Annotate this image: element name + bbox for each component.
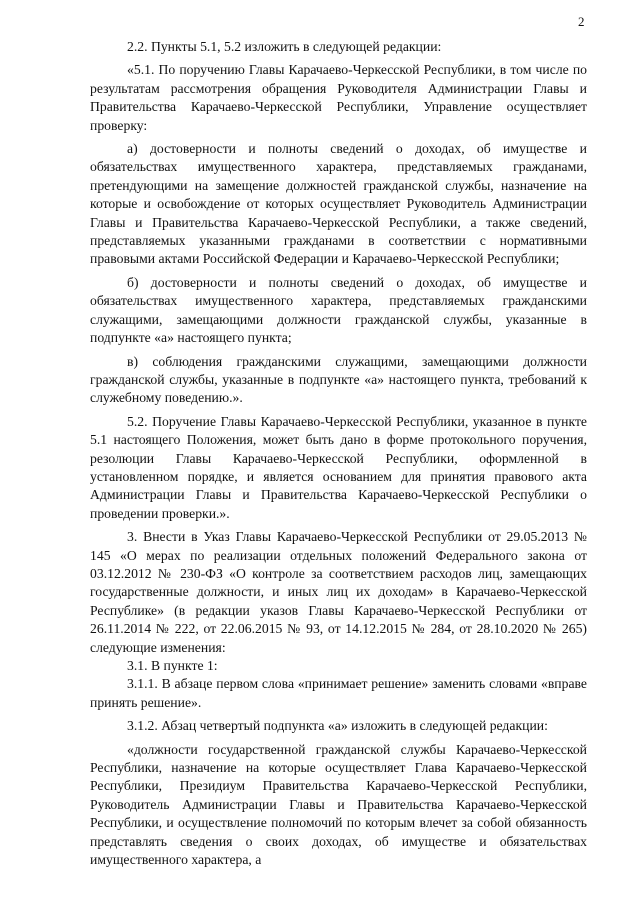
paragraph-3-1-2: 3.1.2. Абзац четвертый подпункта «а» изложить в следующей редакции:	[127, 718, 548, 734]
paragraph-5-1-a: а) достоверности и полноты сведений о доходах, об имуществе и обязательствах имущественного характера, представляемых гражданами, претендующими на замещение должностей гражданской службы, назначение на которые и освобождение от которых осуществляет Руководитель Администрации Главы и Правительства Карачаево-Черкесской Республики, а также сведений, представляемых указанными гражданами в соответствии с нормативными правовыми актами Российской Федерации и Карачаево-Черкесской Республики;	[90, 141, 587, 267]
paragraph-3-1-1: 3.1.1. В абзаце первом слова «принимает решение» заменить словами «вправе принять решение».	[90, 676, 587, 710]
paragraph-2-2: 2.2. Пункты 5.1, 5.2 изложить в следующей редакции:	[127, 39, 442, 54]
paragraph-5-1-v: в) соблюдения гражданскими служащими, замещающими должности гражданской службы, указанные в подпункте «а» настоящего пункта, требований к служебному поведению.».	[90, 353, 587, 406]
paragraph-quoted-text: «должности государственной гражданской службы Карачаево-Черкесской Республики, назначение на которые осуществляет Глава Карачаево-Черкесской Республики, Президиум Правительства Карачаево-Черкесской Республики, Руководитель Администрации Главы и Правительства Карачаево-Черкесской Республики, и осуществление полномочий по которым влечет за собой обязанность представлять сведения о своих доходах, об имуществе и обязательствах имущественного характера, а	[90, 741, 587, 868]
paragraph-5-1-b: б) достоверности и полноты сведений о доходах, об имуществе и обязательствах имущественного характера, представляемых гражданскими служащими, замещающими должности гражданской службы, указанные в подпункте «а» настоящего пункта;	[90, 274, 587, 346]
paragraph-3-1: 3.1. В пункте 1:	[127, 658, 218, 673]
document-body	[90, 38, 587, 869]
page-number: 2	[578, 14, 585, 29]
paragraph-3: 3. Внести в Указ Главы Карачаево-Черкесской Республики от 29.05.2013 № 145 «О мерах по реализации отдельных положений Федерального закона от 03.12.2012 № 230-ФЗ «О контроле за соответствием расходов лиц, замещающих государственные должности, и иных лиц их доходам» в Карачаево-Черкесской Республике» (в редакции указов Главы Карачаево-Черкесской Республики от 26.11.2014 № 222, от 22.06.2015 № 93, от 14.12.2015 № 284, от 28.10.2020 № 265) следующие изменения:	[90, 529, 587, 655]
paragraph-5-2: 5.2. Поручение Главы Карачаево-Черкесской Республики, указанное в пункте 5.1 настоящего Положения, может быть дано в форме протокольного поручения, резолюции Главы Карачаево-Черкесской Республики, оформленной в установленном порядке, и является основанием для принятия правового акта Администрации Главы и Правительства Карачаево-Черкесской Республики о проведении проверки.».	[90, 413, 587, 521]
paragraph-5-1: «5.1. По поручению Главы Карачаево-Черкесской Республики, в том числе по результатам рассмотрения обращения Руководителя Администрации Главы и Правительства Карачаево-Черкесской Республики, Управление осуществляет проверку:	[90, 62, 587, 133]
